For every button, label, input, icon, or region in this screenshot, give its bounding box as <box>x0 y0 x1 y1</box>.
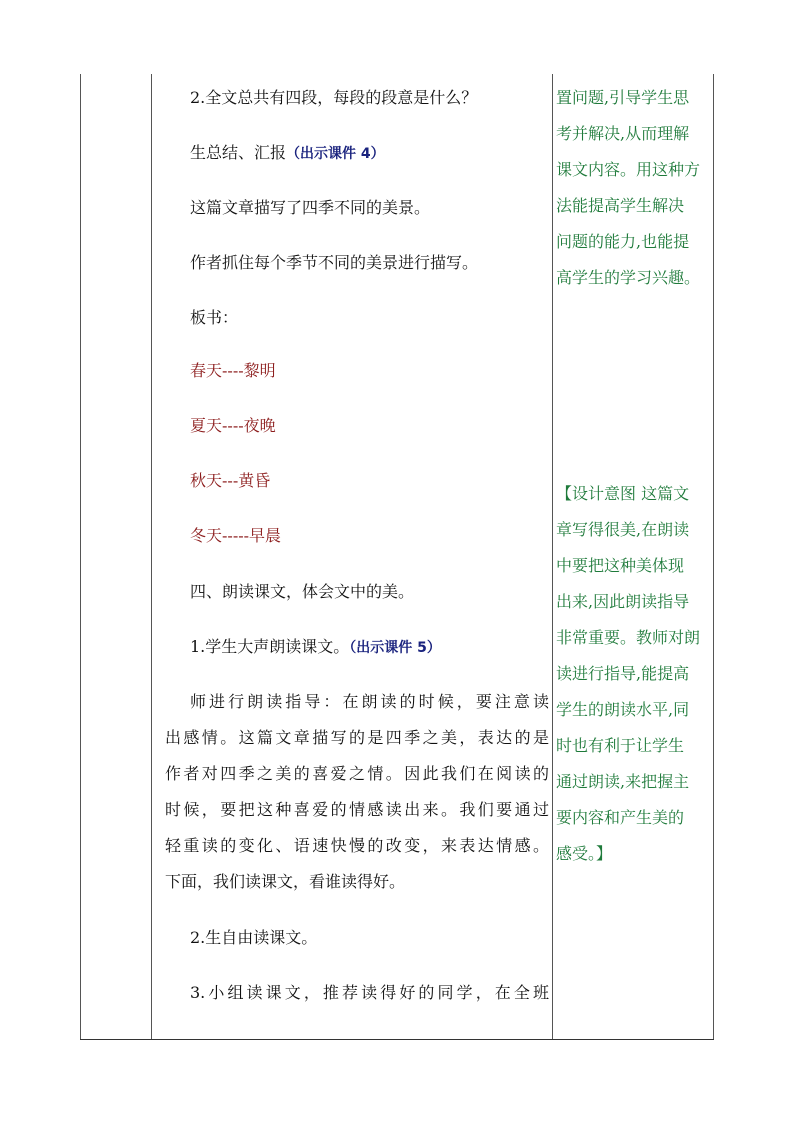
summary-text: 生总结、汇报 <box>190 143 287 162</box>
design-intent-line: 非常重要。教师对朗 <box>556 628 701 647</box>
design-notes-cell <box>553 74 714 1040</box>
design-intent-line: 【设计意图 这篇文 <box>556 484 690 503</box>
sentence-1: 这篇文章描写了四季不同的美景。 <box>190 198 431 217</box>
section-4-heading: 四、朗读课文，体会文中的美。 <box>190 582 415 601</box>
guidance-line-3: 作者对四季之美的喜爱之情。因此我们在阅读的 <box>165 764 549 783</box>
design-intent-line: 要内容和产生美的 <box>556 808 685 827</box>
board-item-autumn: 秋天---黄昏 <box>190 471 271 490</box>
sentence-2: 作者抓住每个季节不同的美景进行描写。 <box>190 253 479 272</box>
note-line: 置问题,引导学生思 <box>556 88 690 107</box>
step-1 <box>190 637 441 658</box>
board-item-summer: 夏天----夜晚 <box>190 416 276 435</box>
board-item-winter: 冬天-----早晨 <box>190 526 282 545</box>
summary-line <box>190 143 385 164</box>
guidance-line-1: 师进行朗读指导：在朗读的时候，要注意读 <box>190 692 549 711</box>
guidance-line-2: 出感情。这篇文章描写的是四季之美，表达的是 <box>165 728 549 747</box>
design-intent-line: 感受。】 <box>556 844 613 863</box>
note-line: 法能提高学生解决 <box>556 196 685 215</box>
step-1-text: 1.学生大声朗读课文。 <box>190 637 350 656</box>
guidance-line-5: 轻重读的变化、语速快慢的改变，来表达情感。 <box>165 836 549 855</box>
table-border-left <box>80 74 81 1040</box>
design-intent-line: 时也有利于让学生 <box>556 736 685 755</box>
courseware-ref-4: （出示课件 4） <box>286 146 385 162</box>
note-line: 问题的能力,也能提 <box>556 232 690 251</box>
question-2: 2.全文总共有四段，每段的段意是什么？ <box>190 88 478 107</box>
board-label: 板书： <box>190 308 239 327</box>
design-intent-line: 中要把这种美体现 <box>556 556 685 575</box>
design-intent-line: 读进行指导,能提高 <box>556 664 690 683</box>
design-intent-line: 学生的朗读水平,同 <box>556 700 690 719</box>
teaching-process-cell <box>152 74 552 1040</box>
board-item-spring: 春天----黎明 <box>190 361 276 380</box>
design-intent-line: 出来,因此朗读指导 <box>556 592 690 611</box>
note-line: 考并解决,从而理解 <box>556 124 690 143</box>
design-intent-line: 通过朗读,来把握主 <box>556 772 690 791</box>
note-line: 课文内容。用这种方 <box>556 160 701 179</box>
guidance-line-6: 下面，我们读课文，看谁读得好。 <box>165 872 406 891</box>
note-line: 高学生的学习兴趣。 <box>556 268 701 287</box>
lesson-plan-table <box>80 74 714 1040</box>
guidance-line-4: 时候，要把这种喜爱的情感读出来。我们要通过 <box>165 800 549 819</box>
design-intent-line: 章写得很美,在朗读 <box>556 520 690 539</box>
step-3: 3.小组读课文，推荐读得好的同学，在全班 <box>190 983 549 1002</box>
step-2: 2.生自由读课文。 <box>190 928 318 947</box>
courseware-ref-5: （出示课件 5） <box>349 640 441 656</box>
